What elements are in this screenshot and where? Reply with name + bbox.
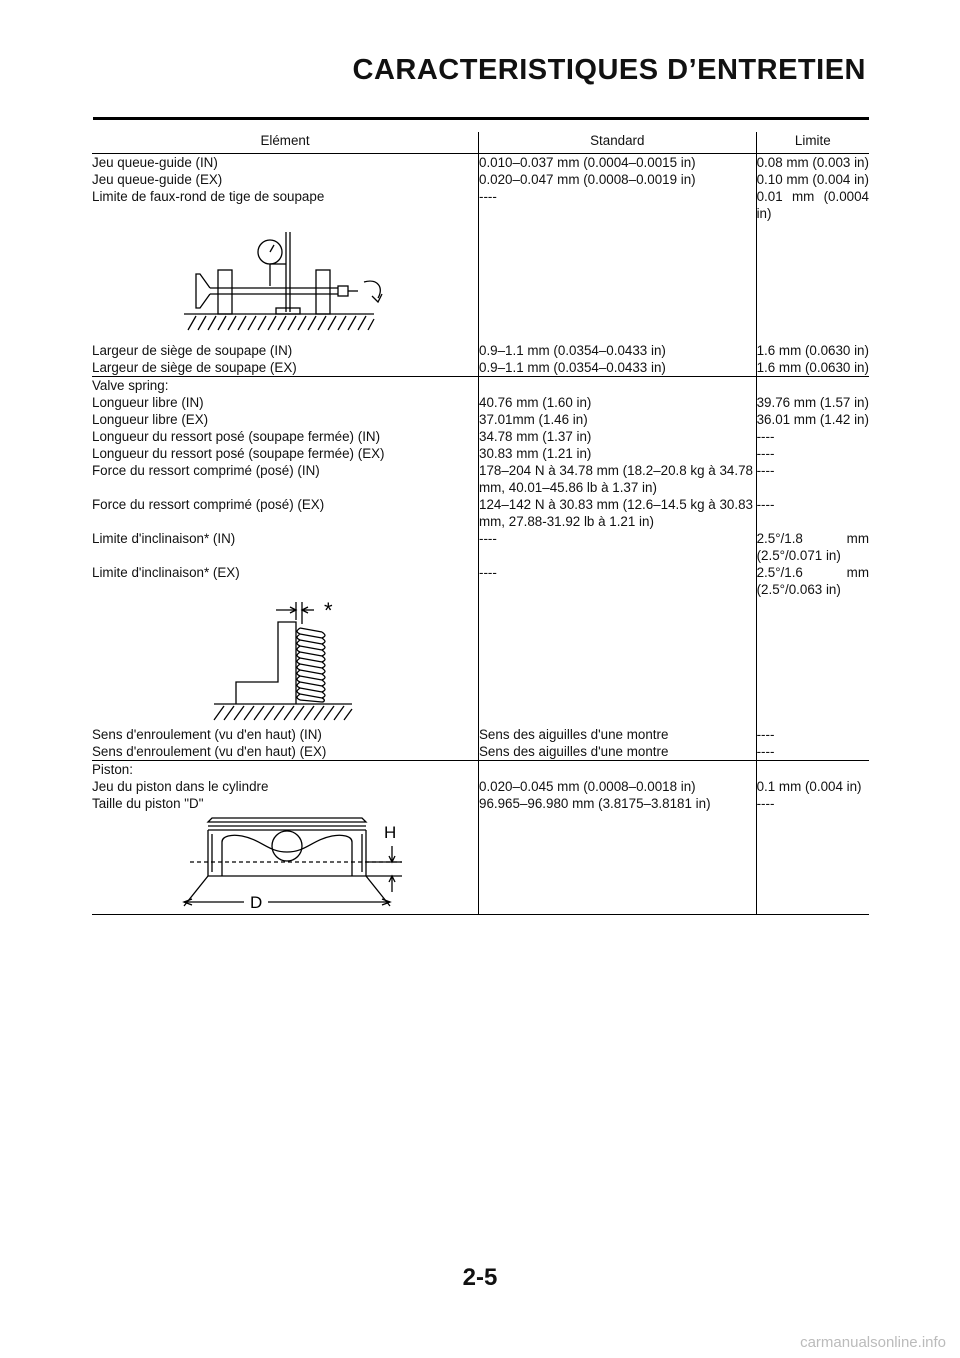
table-row <box>92 342 869 359</box>
row-limit: ---- <box>756 428 869 445</box>
tilt-asterisk-label: * <box>324 598 333 623</box>
table-row <box>92 496 869 530</box>
piston-section-header: Piston: <box>92 762 133 777</box>
col-header-standard: Standard <box>479 132 757 154</box>
row-standard: 0.020–0.047 mm (0.0008–0.0019 in) <box>479 171 757 188</box>
row-item: Sens d'enroulement (vu d'en haut) (EX) <box>92 743 479 761</box>
row-limit: ---- <box>756 445 869 462</box>
table-row <box>92 188 869 222</box>
table-row <box>92 726 869 743</box>
row-limit: 0.10 mm (0.004 in) <box>756 172 869 187</box>
title-rule <box>93 117 869 120</box>
col-header-element: Elément <box>92 132 479 154</box>
page-title: CARACTERISTIQUES D’ENTRETIEN <box>352 54 866 86</box>
figure-filler-limit <box>756 598 869 726</box>
row-limit: 39.76 mm (1.57 in) <box>756 395 869 410</box>
table-row <box>92 445 869 462</box>
valve-runout-diagram <box>92 222 478 342</box>
row-limit: 36.01 mm (1.42 in) <box>756 412 869 427</box>
table-row <box>92 171 869 188</box>
row-standard: Sens des aiguilles d'une montre <box>479 743 757 761</box>
spring-section-header: Valve spring: <box>92 378 169 393</box>
row-standard: 96.965–96.980 mm (3.8175–3.8181 in) <box>479 795 757 812</box>
row-item: Jeu du piston dans le cylindre <box>92 779 269 794</box>
row-item: Sens d'enroulement (vu d'en haut) (IN) <box>92 727 322 742</box>
watermark: carmanualsonline.info <box>800 1334 946 1351</box>
col-header-limit: Limite <box>756 132 869 154</box>
row-item: Largeur de siège de soupape (IN) <box>92 343 293 358</box>
row-limit: ---- <box>756 795 869 812</box>
row-limit: 0.08 mm (0.003 in) <box>756 155 869 170</box>
section-header-row <box>92 377 869 395</box>
row-item: Taille du piston "D" <box>92 796 204 811</box>
piston-diagram <box>92 812 478 914</box>
table-row <box>92 462 869 496</box>
row-item: Jeu queue-guide (EX) <box>92 172 223 187</box>
figure-row <box>92 222 869 342</box>
figure-row <box>92 812 869 915</box>
row-limit: 2.5°/1.8 mm (2.5°/0.071 in) <box>756 531 869 563</box>
row-standard: 40.76 mm (1.60 in) <box>479 394 757 411</box>
row-item: Limite d'inclinaison* (IN) <box>92 531 236 546</box>
figure-filler-standard <box>479 222 757 342</box>
row-limit: 2.5°/1.6 mm (2.5°/0.063 in) <box>756 565 869 597</box>
row-limit: 0.1 mm (0.004 in) <box>756 778 869 795</box>
row-standard: ---- <box>479 530 757 564</box>
valve-runout-figure-cell <box>92 222 479 342</box>
row-item: Largeur de siège de soupape (EX) <box>92 359 479 377</box>
table-row <box>92 394 869 411</box>
row-standard: 0.9–1.1 mm (0.0354–0.0433 in) <box>479 359 757 377</box>
table-row <box>92 743 869 761</box>
row-standard: ---- <box>479 564 757 598</box>
row-limit: ---- <box>756 462 869 496</box>
row-limit: 0.01 mm (0.0004 in) <box>756 189 869 221</box>
row-limit: 1.6 mm (0.0630 in) <box>756 360 869 375</box>
row-item: Longueur libre (IN) <box>92 395 204 410</box>
row-standard: 37.01mm (1.46 in) <box>479 411 757 428</box>
figure-row <box>92 598 869 726</box>
row-standard: 178–204 N à 34.78 mm (18.2–20.8 kg à 34.78 mm, 40.01–45.86 lb à 1.37 in) <box>479 462 757 496</box>
row-limit: 1.6 mm (0.0630 in) <box>756 343 869 358</box>
row-item: Limite d'inclinaison* (EX) <box>92 565 240 580</box>
row-item: Longueur du ressort posé (soupape fermée) (IN) <box>92 429 381 444</box>
row-limit: ---- <box>756 496 869 530</box>
page-number: 2-5 <box>462 1264 498 1291</box>
piston-d-label: D <box>250 893 263 912</box>
row-item: Jeu queue-guide (IN) <box>92 155 218 170</box>
table-row <box>92 564 869 598</box>
piston-h-label: H <box>384 823 397 842</box>
row-standard: 0.020–0.045 mm (0.0008–0.0018 in) <box>479 778 757 795</box>
figure-filler-limit <box>756 812 869 915</box>
row-standard: 0.9–1.1 mm (0.0354–0.0433 in) <box>479 342 757 359</box>
row-standard: 30.83 mm (1.21 in) <box>479 445 757 462</box>
table-row <box>92 530 869 564</box>
table-row <box>92 154 869 172</box>
figure-filler-standard <box>479 598 757 726</box>
table-row <box>92 795 869 812</box>
row-limit: ---- <box>756 743 869 761</box>
table-row <box>92 359 869 377</box>
row-item: Longueur du ressort posé (soupape fermée) (EX) <box>92 446 385 461</box>
spring-tilt-figure-cell <box>92 598 479 726</box>
row-item: Limite de faux-rond de tige de soupape <box>92 189 325 204</box>
row-item: Force du ressort comprimé (posé) (EX) <box>92 497 325 512</box>
row-item: Force du ressort comprimé (posé) (IN) <box>92 463 320 478</box>
row-item: Longueur libre (EX) <box>92 412 209 427</box>
row-standard: 124–142 N à 30.83 mm (12.6–14.5 kg à 30.83 mm, 27.88-31.92 lb à 1.21 in) <box>479 496 757 530</box>
piston-group <box>92 761 869 915</box>
row-standard: ---- <box>479 188 757 222</box>
figure-filler-standard <box>479 812 757 915</box>
table-row <box>92 778 869 795</box>
row-limit: ---- <box>756 726 869 743</box>
spring-tilt-diagram <box>92 598 478 726</box>
table-row <box>92 428 869 445</box>
piston-figure-cell <box>92 812 479 915</box>
figure-filler-limit <box>756 222 869 342</box>
table-row <box>92 411 869 428</box>
spec-table <box>92 132 869 915</box>
valve-group <box>92 154 869 377</box>
row-standard: 0.010–0.037 mm (0.0004–0.0015 in) <box>479 154 757 172</box>
table-header-row <box>92 132 869 154</box>
row-standard: Sens des aiguilles d'une montre <box>479 726 757 743</box>
row-standard: 34.78 mm (1.37 in) <box>479 428 757 445</box>
spring-group <box>92 377 869 761</box>
section-header-row <box>92 761 869 779</box>
